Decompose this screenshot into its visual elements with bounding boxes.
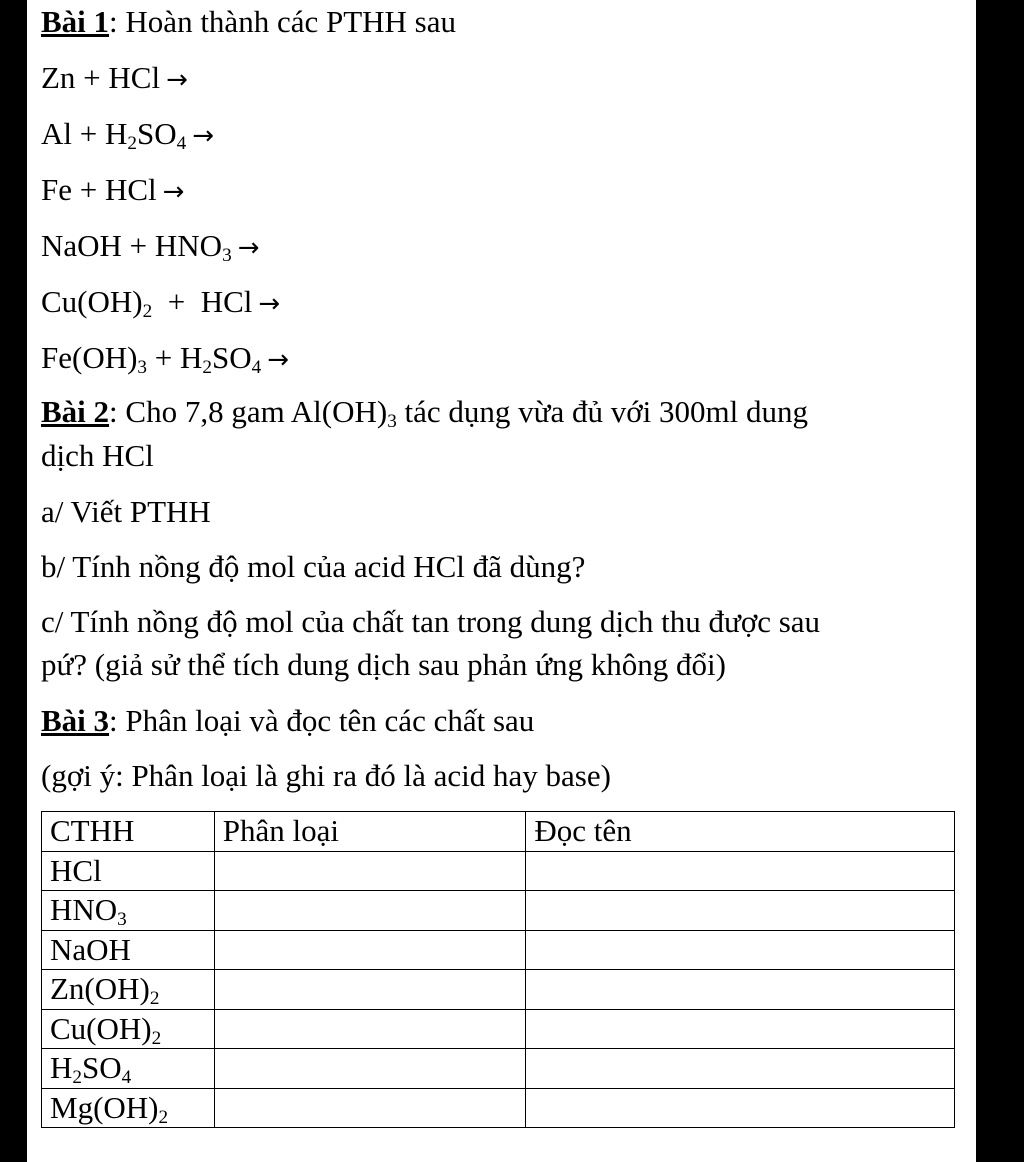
equation-feoh3-h2so4	[41, 339, 289, 379]
reaction-arrow-icon: →	[192, 121, 215, 151]
cell-name[interactable]	[526, 851, 955, 891]
formula-text: SO	[136, 116, 177, 151]
table-body	[42, 851, 955, 1128]
bai3-title-line	[41, 702, 534, 740]
table-row	[42, 851, 955, 891]
formula-text: SO	[212, 340, 252, 375]
cell-formula	[42, 930, 215, 970]
bai2-text-after: tác dụng vừa đủ với 300ml dung	[396, 394, 808, 429]
table-row	[42, 930, 955, 970]
cell-classification[interactable]	[214, 1088, 526, 1128]
cell-name[interactable]	[526, 891, 955, 931]
bai2-line-1	[41, 393, 808, 431]
subscript: 2	[202, 356, 213, 378]
table-header-row	[42, 812, 955, 852]
cell-formula	[42, 970, 215, 1010]
bai2-line-2: dịch HCl	[41, 438, 154, 473]
cell-classification[interactable]	[214, 970, 526, 1010]
cell-name[interactable]	[526, 930, 955, 970]
equation-al-h2so4	[41, 115, 214, 155]
subscript: 2	[151, 1027, 162, 1049]
formula-text: Cu(OH)	[41, 284, 143, 319]
subscript: 3	[222, 244, 232, 266]
subscript: 2	[149, 988, 160, 1010]
equation-zn-hcl	[41, 59, 188, 99]
formula-text: Zn(OH)	[50, 971, 150, 1007]
cell-formula	[42, 1088, 215, 1128]
formula-text: Fe(OH)	[41, 340, 138, 375]
bai1-title: Hoàn thành các PTHH sau	[125, 4, 456, 39]
bai3-separator: :	[109, 703, 126, 738]
classification-table	[41, 811, 955, 1128]
cell-classification[interactable]	[214, 851, 526, 891]
bai2-subscript: 3	[387, 410, 397, 432]
equation-cuoh2-hcl	[41, 283, 280, 323]
bai1-title-line	[41, 3, 456, 41]
formula-text: Cu(OH)	[50, 1010, 152, 1046]
bai2-separator: :	[109, 394, 126, 429]
table-row	[42, 1088, 955, 1128]
bai3-hint: (gợi ý: Phân loại là ghi ra đó là acid hay base)	[41, 758, 611, 793]
table-row	[42, 1009, 955, 1049]
reaction-arrow-icon: →	[166, 65, 188, 95]
cell-name[interactable]	[526, 1049, 955, 1089]
formula-text: SO	[82, 1050, 122, 1086]
subscript: 4	[176, 132, 187, 154]
table-row	[42, 891, 955, 931]
subscript: 3	[117, 909, 127, 931]
cell-formula	[42, 1049, 215, 1089]
formula-text: Mg(OH)	[50, 1089, 159, 1125]
cell-classification[interactable]	[214, 930, 526, 970]
subscript: 3	[137, 356, 148, 378]
formula-text: + HCl	[152, 284, 253, 319]
subscript: 4	[121, 1067, 132, 1089]
bai2-heading: Bài 2	[41, 394, 110, 429]
formula-text: + H	[147, 340, 203, 375]
cell-classification[interactable]	[214, 1009, 526, 1049]
bai3-title: Phân loại và đọc tên các chất sau	[125, 703, 535, 738]
formula-text: NaOH + HNO	[41, 228, 223, 263]
cell-formula	[42, 891, 215, 931]
formula-text: Fe + HCl	[41, 172, 157, 207]
cell-formula	[42, 1009, 215, 1049]
table-row	[42, 1049, 955, 1089]
cell-formula	[42, 851, 215, 891]
table-row	[42, 970, 955, 1010]
formula-text: H	[50, 1050, 73, 1086]
bai2-question-b: b/ Tính nồng độ mol của acid HCl đã dùng?	[41, 549, 586, 584]
reaction-arrow-icon: →	[237, 233, 260, 263]
bai2-text-before: Cho 7,8 gam Al(OH)	[125, 394, 388, 429]
formula-text: HNO	[50, 892, 118, 928]
header-doc-ten: Đọc tên	[526, 812, 955, 852]
bai1-heading: Bài 1	[41, 4, 110, 39]
bai1-separator: :	[109, 4, 126, 39]
reaction-arrow-icon: →	[258, 289, 281, 319]
bai2-question-a: a/ Viết PTHH	[41, 494, 211, 529]
subscript: 2	[127, 132, 137, 154]
bai2-question-c-line-2: pứ? (giả sử thể tích dung dịch sau phản ứng không đổi)	[41, 647, 726, 682]
formula-text: Al + H	[41, 116, 128, 151]
bai2-question-c-line-1: c/ Tính nồng độ mol của chất tan trong dung dịch thu được sau	[41, 604, 821, 639]
subscript: 2	[142, 300, 153, 322]
equation-fe-hcl	[41, 171, 184, 211]
formula-text: Zn + HCl	[41, 60, 161, 95]
equation-naoh-hno3	[41, 227, 259, 267]
subscript: 2	[158, 1106, 169, 1128]
cell-classification[interactable]	[214, 1049, 526, 1089]
formula-text: NaOH	[50, 931, 131, 967]
cell-classification[interactable]	[214, 891, 526, 931]
cell-name[interactable]	[526, 1088, 955, 1128]
cell-name[interactable]	[526, 970, 955, 1010]
subscript: 2	[72, 1067, 82, 1089]
bai3-heading: Bài 3	[41, 703, 110, 738]
worksheet-page	[27, 0, 976, 1162]
reaction-arrow-icon: →	[162, 177, 185, 207]
header-cthh: CTHH	[42, 812, 215, 852]
formula-text: HCl	[50, 852, 102, 888]
header-phan-loai: Phân loại	[214, 812, 526, 852]
reaction-arrow-icon: →	[267, 345, 290, 375]
cell-name[interactable]	[526, 1009, 955, 1049]
subscript: 4	[251, 356, 262, 378]
